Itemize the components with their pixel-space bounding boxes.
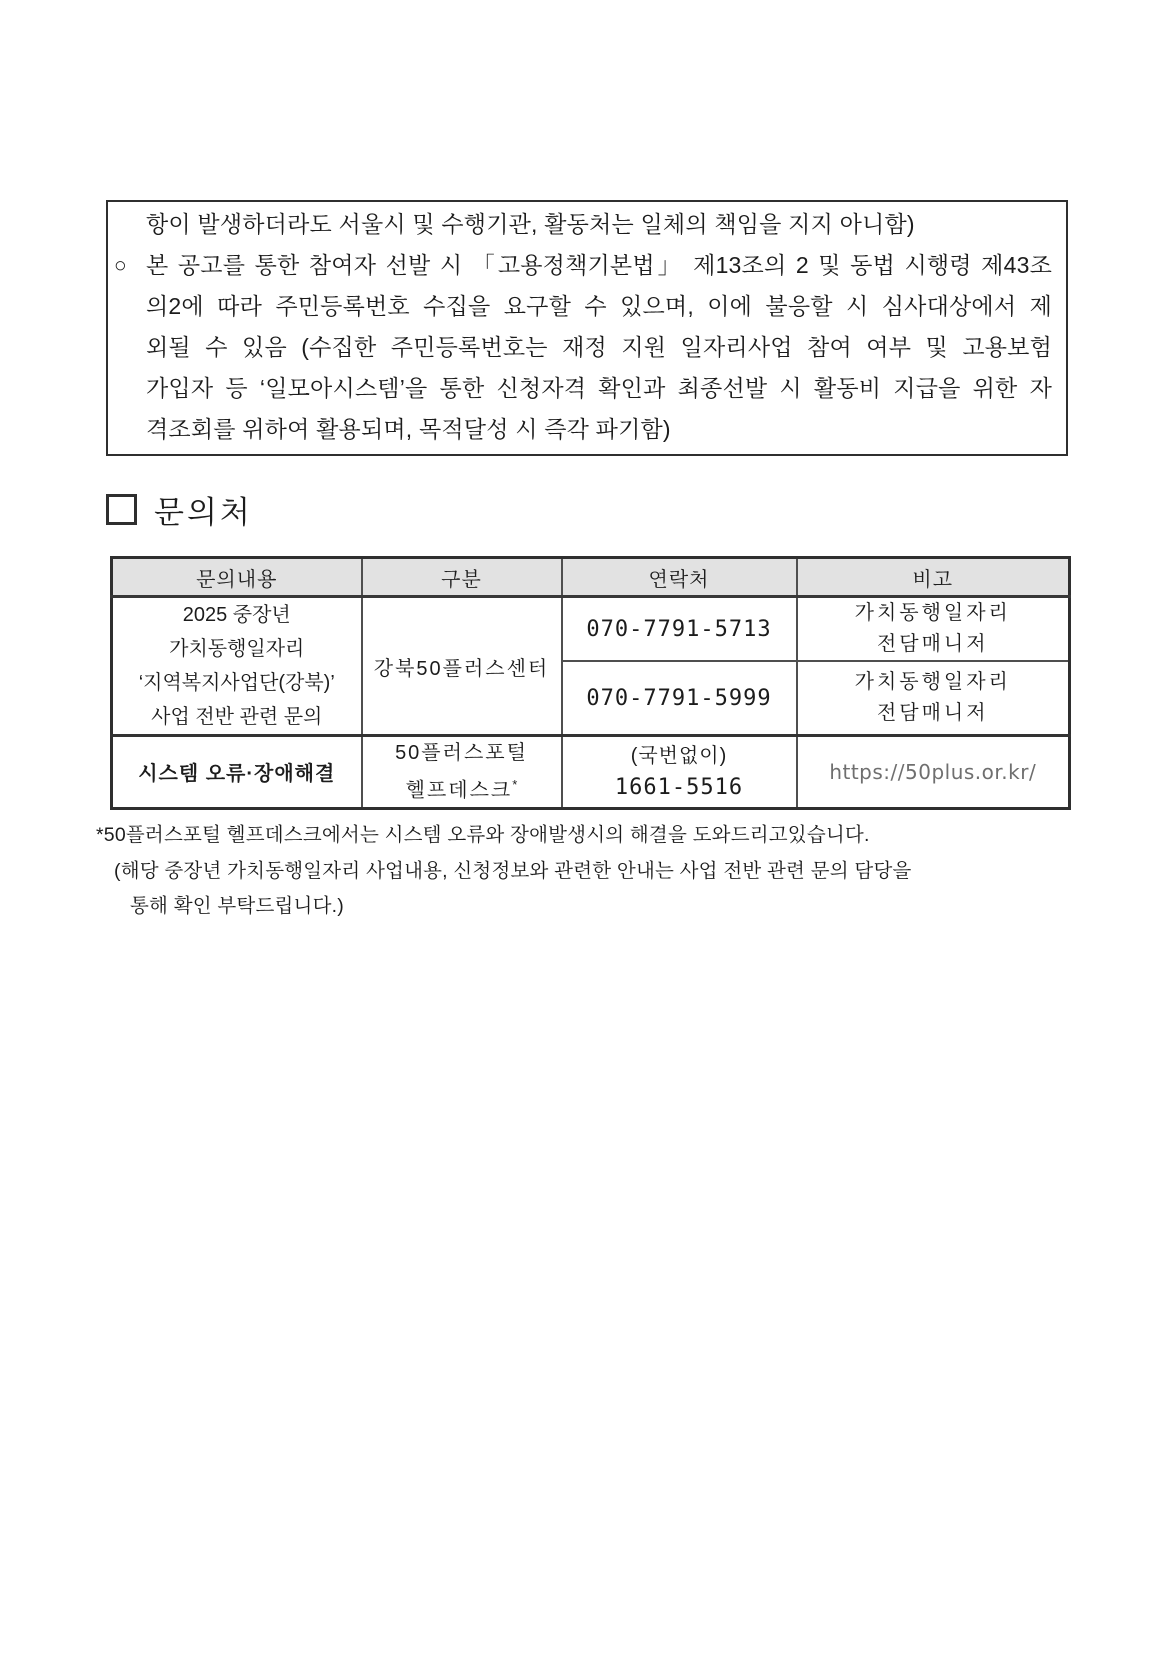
footnote-line: *50플러스포털 헬프데스크에서는 시스템 오류와 장애발생시의 해결을 도와드리고있습니다. bbox=[96, 824, 870, 846]
helpdesk-category-cell bbox=[362, 736, 562, 809]
note-line: 가치동행일자리 bbox=[854, 671, 1011, 693]
col-header-category: 구분 bbox=[362, 558, 562, 597]
footnote-line: 통해 확인 부탁드립니다.) bbox=[130, 895, 344, 917]
col-header-note: 비고 bbox=[797, 558, 1070, 597]
notice-line: 가입자 등 ‘일모아시스템’을 통한 신청자격 확인과 최종선발 시 활동비 지급을 위한 자 bbox=[146, 375, 1052, 401]
section-title: 문의처 bbox=[154, 495, 253, 530]
note-line: 전담매니저 bbox=[876, 633, 989, 655]
notice-line: 외될 수 있음 (수집한 주민등록번호는 재정 지원 일자리사업 참여 여부 및 고용보험 bbox=[146, 334, 1052, 360]
notice-line: 의2에 따라 주민등록번호 수집을 요구할 수 있으며, 이에 불응할 시 심사대상에서 제 bbox=[146, 293, 1052, 319]
portal-url: https://50plus.or.kr/ bbox=[797, 736, 1070, 809]
helpdesk-line: 50플러스포털 bbox=[395, 742, 528, 764]
inquiry-content-line: 가치동행일자리 bbox=[169, 638, 305, 660]
inquiry-content-line: 사업 전반 관련 문의 bbox=[151, 706, 323, 728]
section-heading bbox=[106, 487, 253, 532]
notice-bullet-item bbox=[114, 245, 1052, 450]
circle-bullet-icon: ○ bbox=[114, 254, 127, 277]
note-line: 전담매니저 bbox=[876, 702, 989, 724]
table-row bbox=[112, 597, 1070, 662]
inquiry-content-line: ‘지역복지사업단(강북)’ bbox=[138, 672, 335, 694]
note-cell-1 bbox=[797, 597, 1070, 662]
notice-line: 격조회를 위하여 활용되며, 목적달성 시 즉각 파기함) bbox=[146, 416, 671, 442]
notice-box bbox=[106, 200, 1068, 456]
helpdesk-label: 헬프데스크 bbox=[405, 779, 513, 802]
square-marker-icon bbox=[106, 494, 137, 525]
inquiry-content-cell bbox=[112, 597, 362, 736]
contact-phone-2: 070-7791-5999 bbox=[562, 661, 797, 736]
footnotes bbox=[96, 818, 912, 925]
note-line: 가치동행일자리 bbox=[854, 602, 1011, 624]
contact-table bbox=[110, 556, 1071, 810]
system-issue-cell: 시스템 오류·장애해결 bbox=[112, 736, 362, 809]
helpdesk-line bbox=[363, 769, 561, 807]
helpdesk-phone: 1661-5516 bbox=[614, 774, 744, 800]
col-header-inquiry-content: 문의내용 bbox=[112, 558, 362, 597]
note-cell-2 bbox=[797, 661, 1070, 736]
table-row bbox=[112, 736, 1070, 809]
inquiry-content-line: 2025 중장년 bbox=[182, 604, 291, 626]
contact-phone-1: 070-7791-5713 bbox=[562, 597, 797, 662]
notice-line: 본 공고를 통한 참여자 선발 시 「고용정책기본법」 제13조의 2 및 동법 시행령 제43조 bbox=[146, 252, 1052, 278]
footnote-marker: * bbox=[512, 777, 518, 792]
notice-line-continuation: 항이 발생하더라도 서울시 및 수행기관, 활동처는 일체의 책임을 지지 아니함) bbox=[146, 211, 915, 237]
category-cell: 강북50플러스센터 bbox=[362, 597, 562, 736]
notice-item-text bbox=[146, 245, 1052, 450]
helpdesk-contact-cell bbox=[562, 736, 797, 809]
table-header-row bbox=[112, 558, 1070, 597]
col-header-contact: 연락처 bbox=[562, 558, 797, 597]
footnote-line: (해당 중장년 가치동행일자리 사업내용, 신청정보와 관련한 안내는 사업 전반 관련 문의 담당을 bbox=[114, 859, 912, 882]
no-area-code-label: (국번없이) bbox=[630, 744, 728, 767]
